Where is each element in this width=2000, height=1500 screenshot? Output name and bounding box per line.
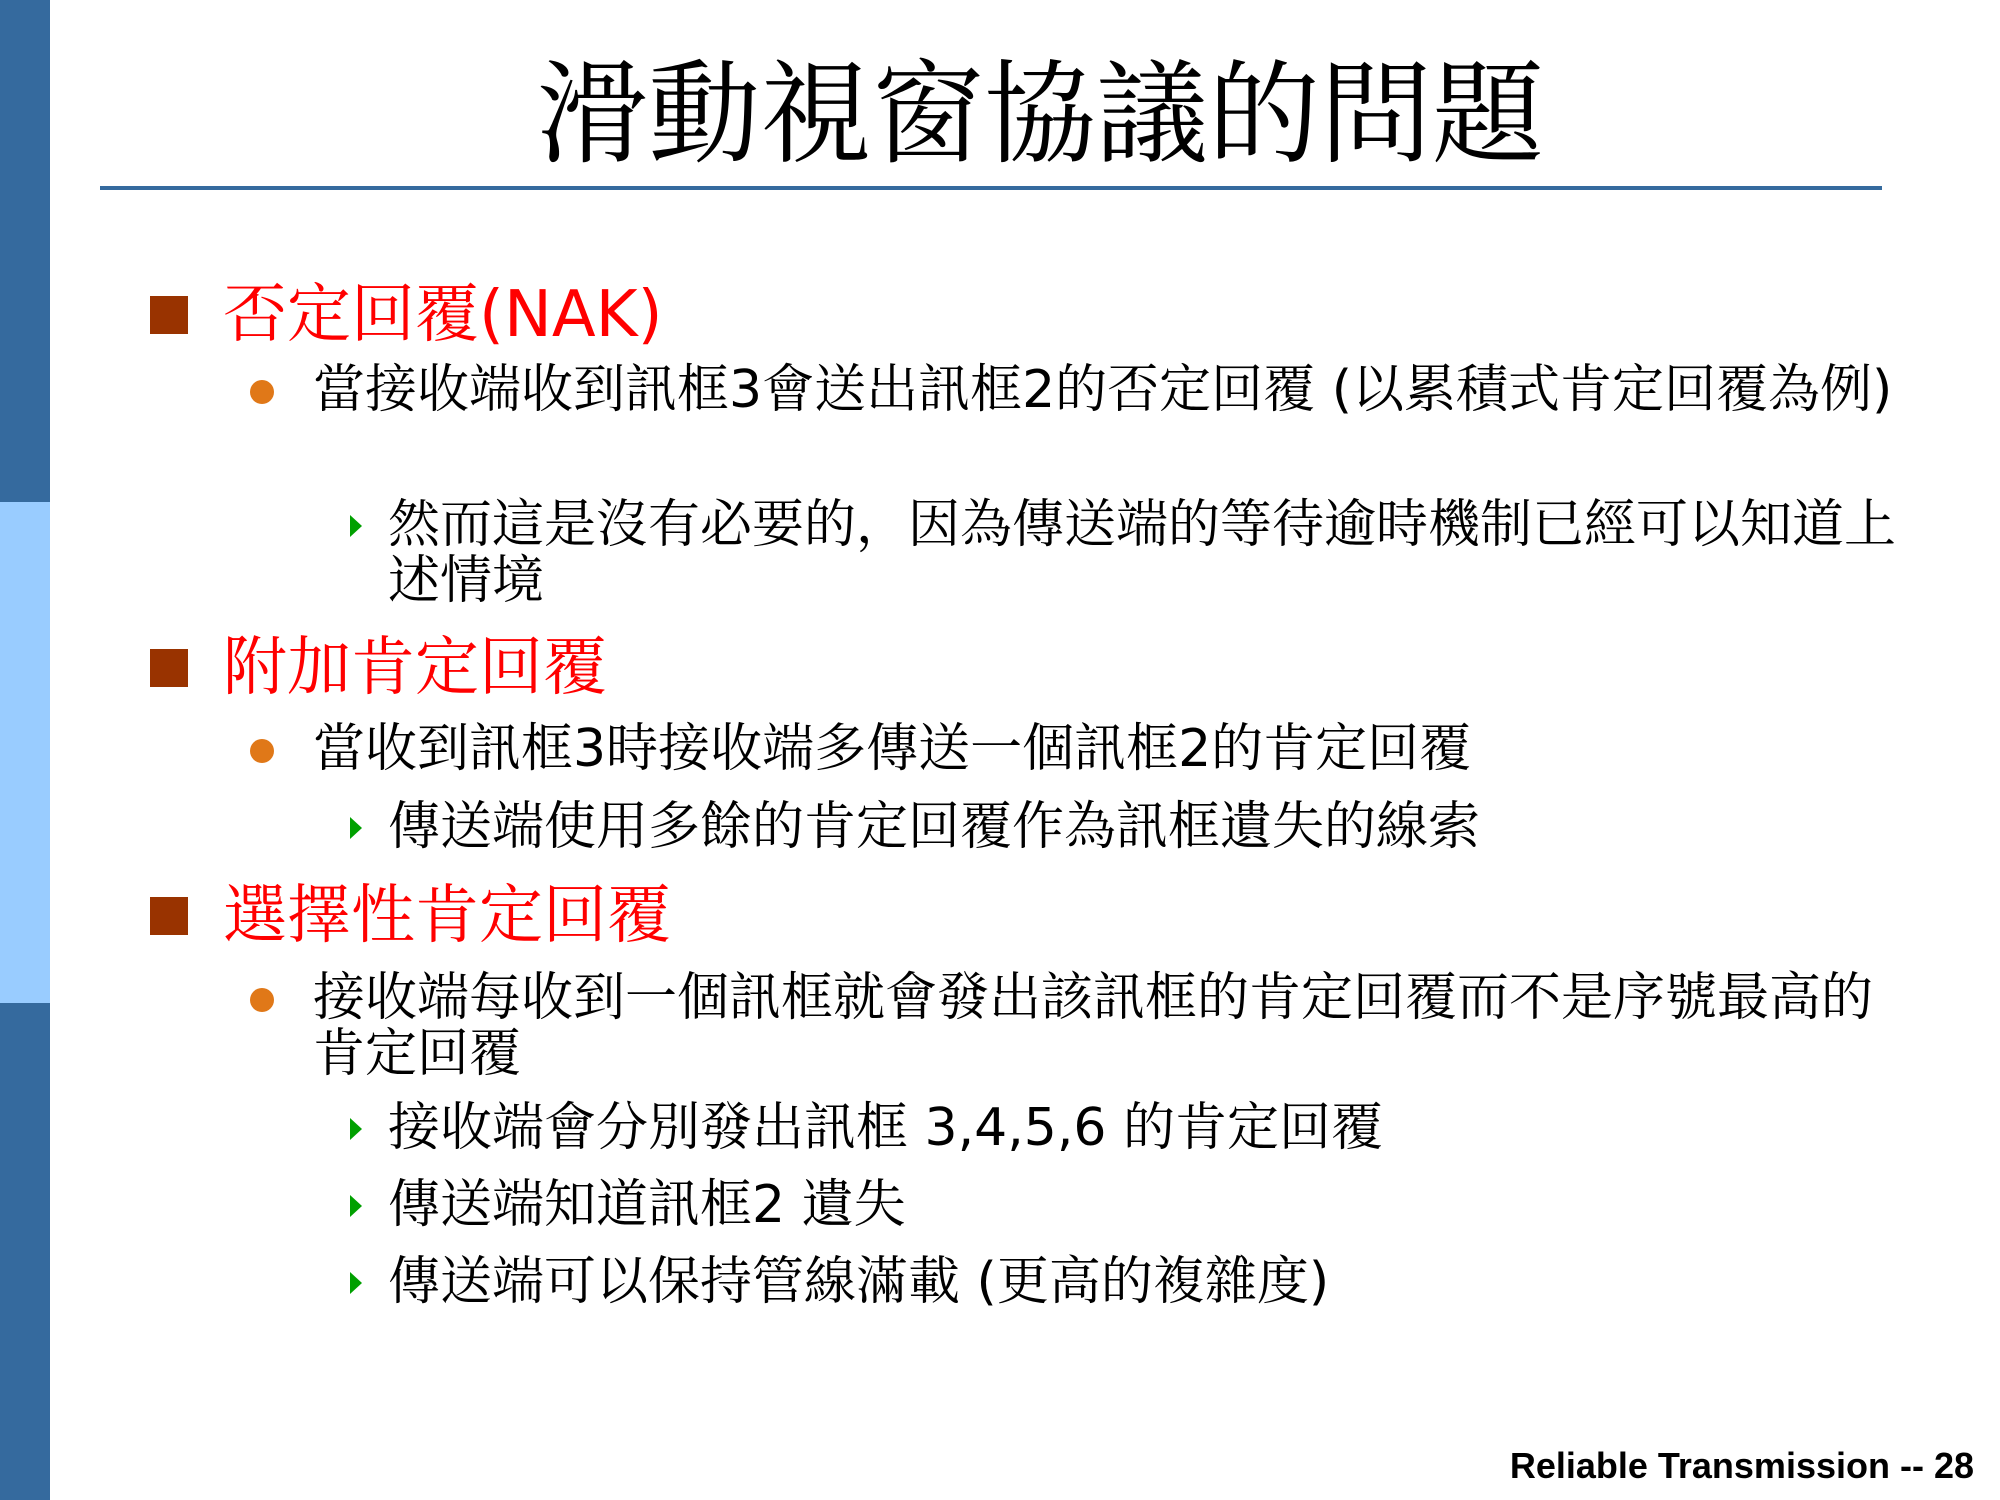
sub-bullet-text: 接收端會分別發出訊框 3,4,5,6 的肯定回覆 <box>388 1098 1383 1158</box>
section-heading-text: 選擇性肯定回覆 <box>223 879 671 953</box>
square-bullet-icon <box>150 649 188 687</box>
side-bar-top <box>0 0 50 502</box>
section-heading-text: 附加肯定回覆 <box>223 631 607 705</box>
sub-bullet-text: 傳送端知道訊框2 遺失 <box>388 1175 906 1235</box>
side-bar-middle <box>0 502 50 1003</box>
dot-bullet-icon <box>250 739 274 763</box>
arrow-bullet-icon <box>350 817 362 839</box>
section-heading-text: 否定回覆(NAK) <box>223 278 663 352</box>
sub-bullet-text: 傳送端可以保持管線滿載 (更高的複雜度) <box>388 1252 1330 1312</box>
side-bar-bottom <box>0 1003 50 1500</box>
title-divider <box>100 186 1882 190</box>
dot-bullet-icon <box>250 380 274 404</box>
sub-bullet-text: 傳送端使用多餘的肯定回覆作為訊框遺失的線索 <box>388 797 1481 857</box>
square-bullet-icon <box>150 296 188 334</box>
arrow-bullet-icon <box>350 515 362 537</box>
slide-title: 滑動視窗協議的問題 <box>536 50 1544 180</box>
bullet-text: 當接收端收到訊框3會送出訊框2的否定回覆 (以累積式肯定回覆為例) <box>313 360 1893 420</box>
arrow-bullet-icon <box>350 1118 362 1140</box>
square-bullet-icon <box>150 897 188 935</box>
arrow-bullet-icon <box>350 1272 362 1294</box>
bullet-text: 接收端每收到一個訊框就會發出該訊框的肯定回覆而不是序號最高的肯定回覆 <box>313 968 1874 1084</box>
dot-bullet-icon <box>250 988 274 1012</box>
page-footer-label: Reliable Transmission -- 28 <box>1509 1445 1974 1486</box>
arrow-bullet-icon <box>350 1195 362 1217</box>
bullet-text: 當收到訊框3時接收端多傳送一個訊框2的肯定回覆 <box>313 719 1472 779</box>
sub-bullet-text: 然而這是沒有必要的，因為傳送端的等待逾時機制已經可以知道上述情境 <box>388 495 1897 611</box>
